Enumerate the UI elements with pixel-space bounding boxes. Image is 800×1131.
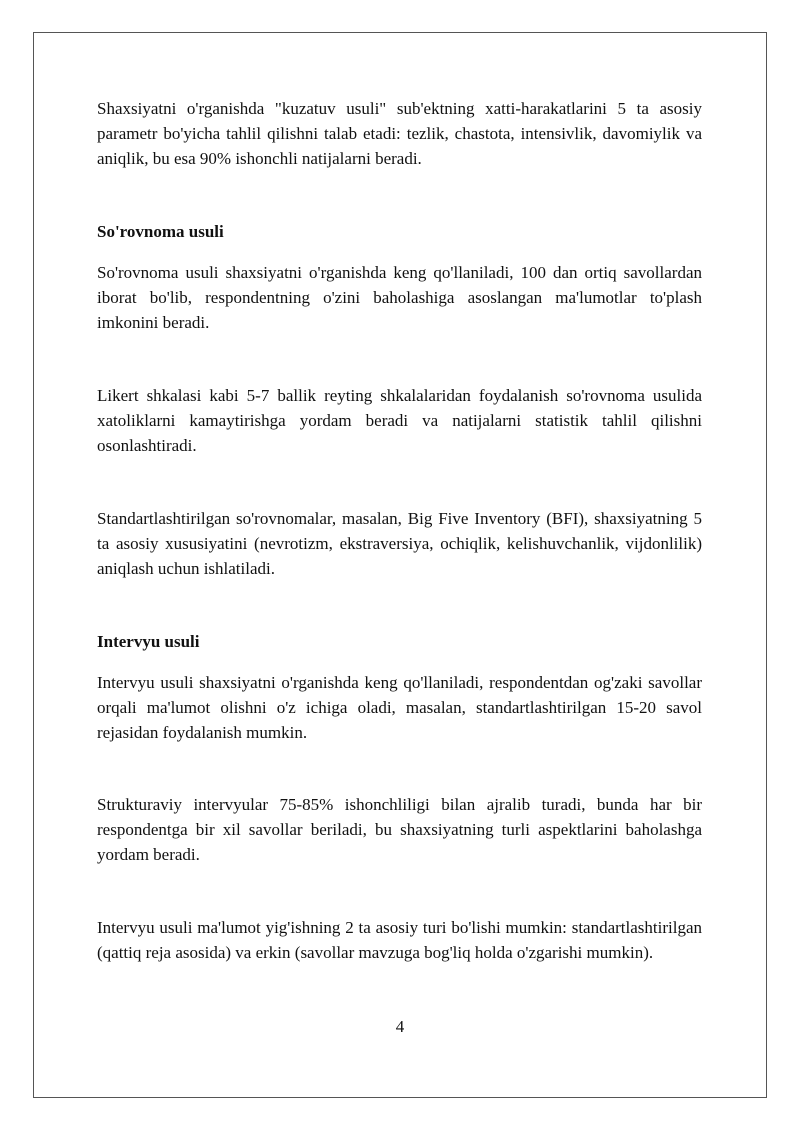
paragraph-interview-method: Intervyu usuli shaxsiyatni o'rganishda keng qo'llaniladi, respondentdan og'zaki savollar orqali ma'lumot olishni o'z ichiga oladi, masalan, standartlashtirilgan 15-20 savol rejasidan foydalanish mumkin. — [97, 673, 702, 742]
heading-interview-method: Intervyu usuli — [97, 632, 200, 651]
page-number: 4 — [395, 1017, 405, 1036]
heading-survey-method: So'rovnoma usuli — [97, 222, 224, 241]
paragraph-survey-method: So'rovnoma usuli shaxsiyatni o'rganishda keng qo'llaniladi, 100 dan ortiq savollardan iborat bo'lib, respondentning o'zini baholashiga asoslangan ma'lumotlar to'plash imkonini beradi. — [97, 263, 702, 332]
paragraph-structured-interviews: Strukturaviy intervyular 75-85% ishonchliligi bilan ajralib turadi, bunda har bir respondentga bir xil savollar beriladi, bu shaxsiyatning turli aspektlarini baholashga yordam beradi. — [97, 795, 702, 864]
paragraph-likert-scale: Likert shkalasi kabi 5-7 ballik reyting shkalalaridan foydalanish so'rovnoma usulida xatoliklarni kamaytirishga yordam beradi va natijalarni statistik tahlil qilishni osonlashtiradi. — [97, 386, 702, 455]
paragraph-observation-method: Shaxsiyatni o'rganishda "kuzatuv usuli" sub'ektning xatti-harakatlarini 5 ta asosiy parametr bo'yicha tahlil qilishni talab etadi: tezlik, chastota, intensivlik, davomiylik va aniqlik, bu esa 90% ishonchli natijalarni beradi. — [97, 99, 702, 168]
paragraph-interview-types: Intervyu usuli ma'lumot yig'ishning 2 ta asosiy turi bo'lishi mumkin: standartlashtirilgan (qattiq reja asosida) va erkin (savollar mavzuga bog'liq holda o'zgarishi mumkin). — [97, 918, 702, 962]
paragraph-standardized-surveys: Standartlashtirilgan so'rovnomalar, masalan, Big Five Inventory (BFI), shaxsiyatning 5 ta asosiy xususiyatini (nevrotizm, ekstraversiya, ochiqlik, kelishuvchanlik, vijdonlilik) aniqlash uchun ishlatiladi. — [97, 509, 702, 578]
